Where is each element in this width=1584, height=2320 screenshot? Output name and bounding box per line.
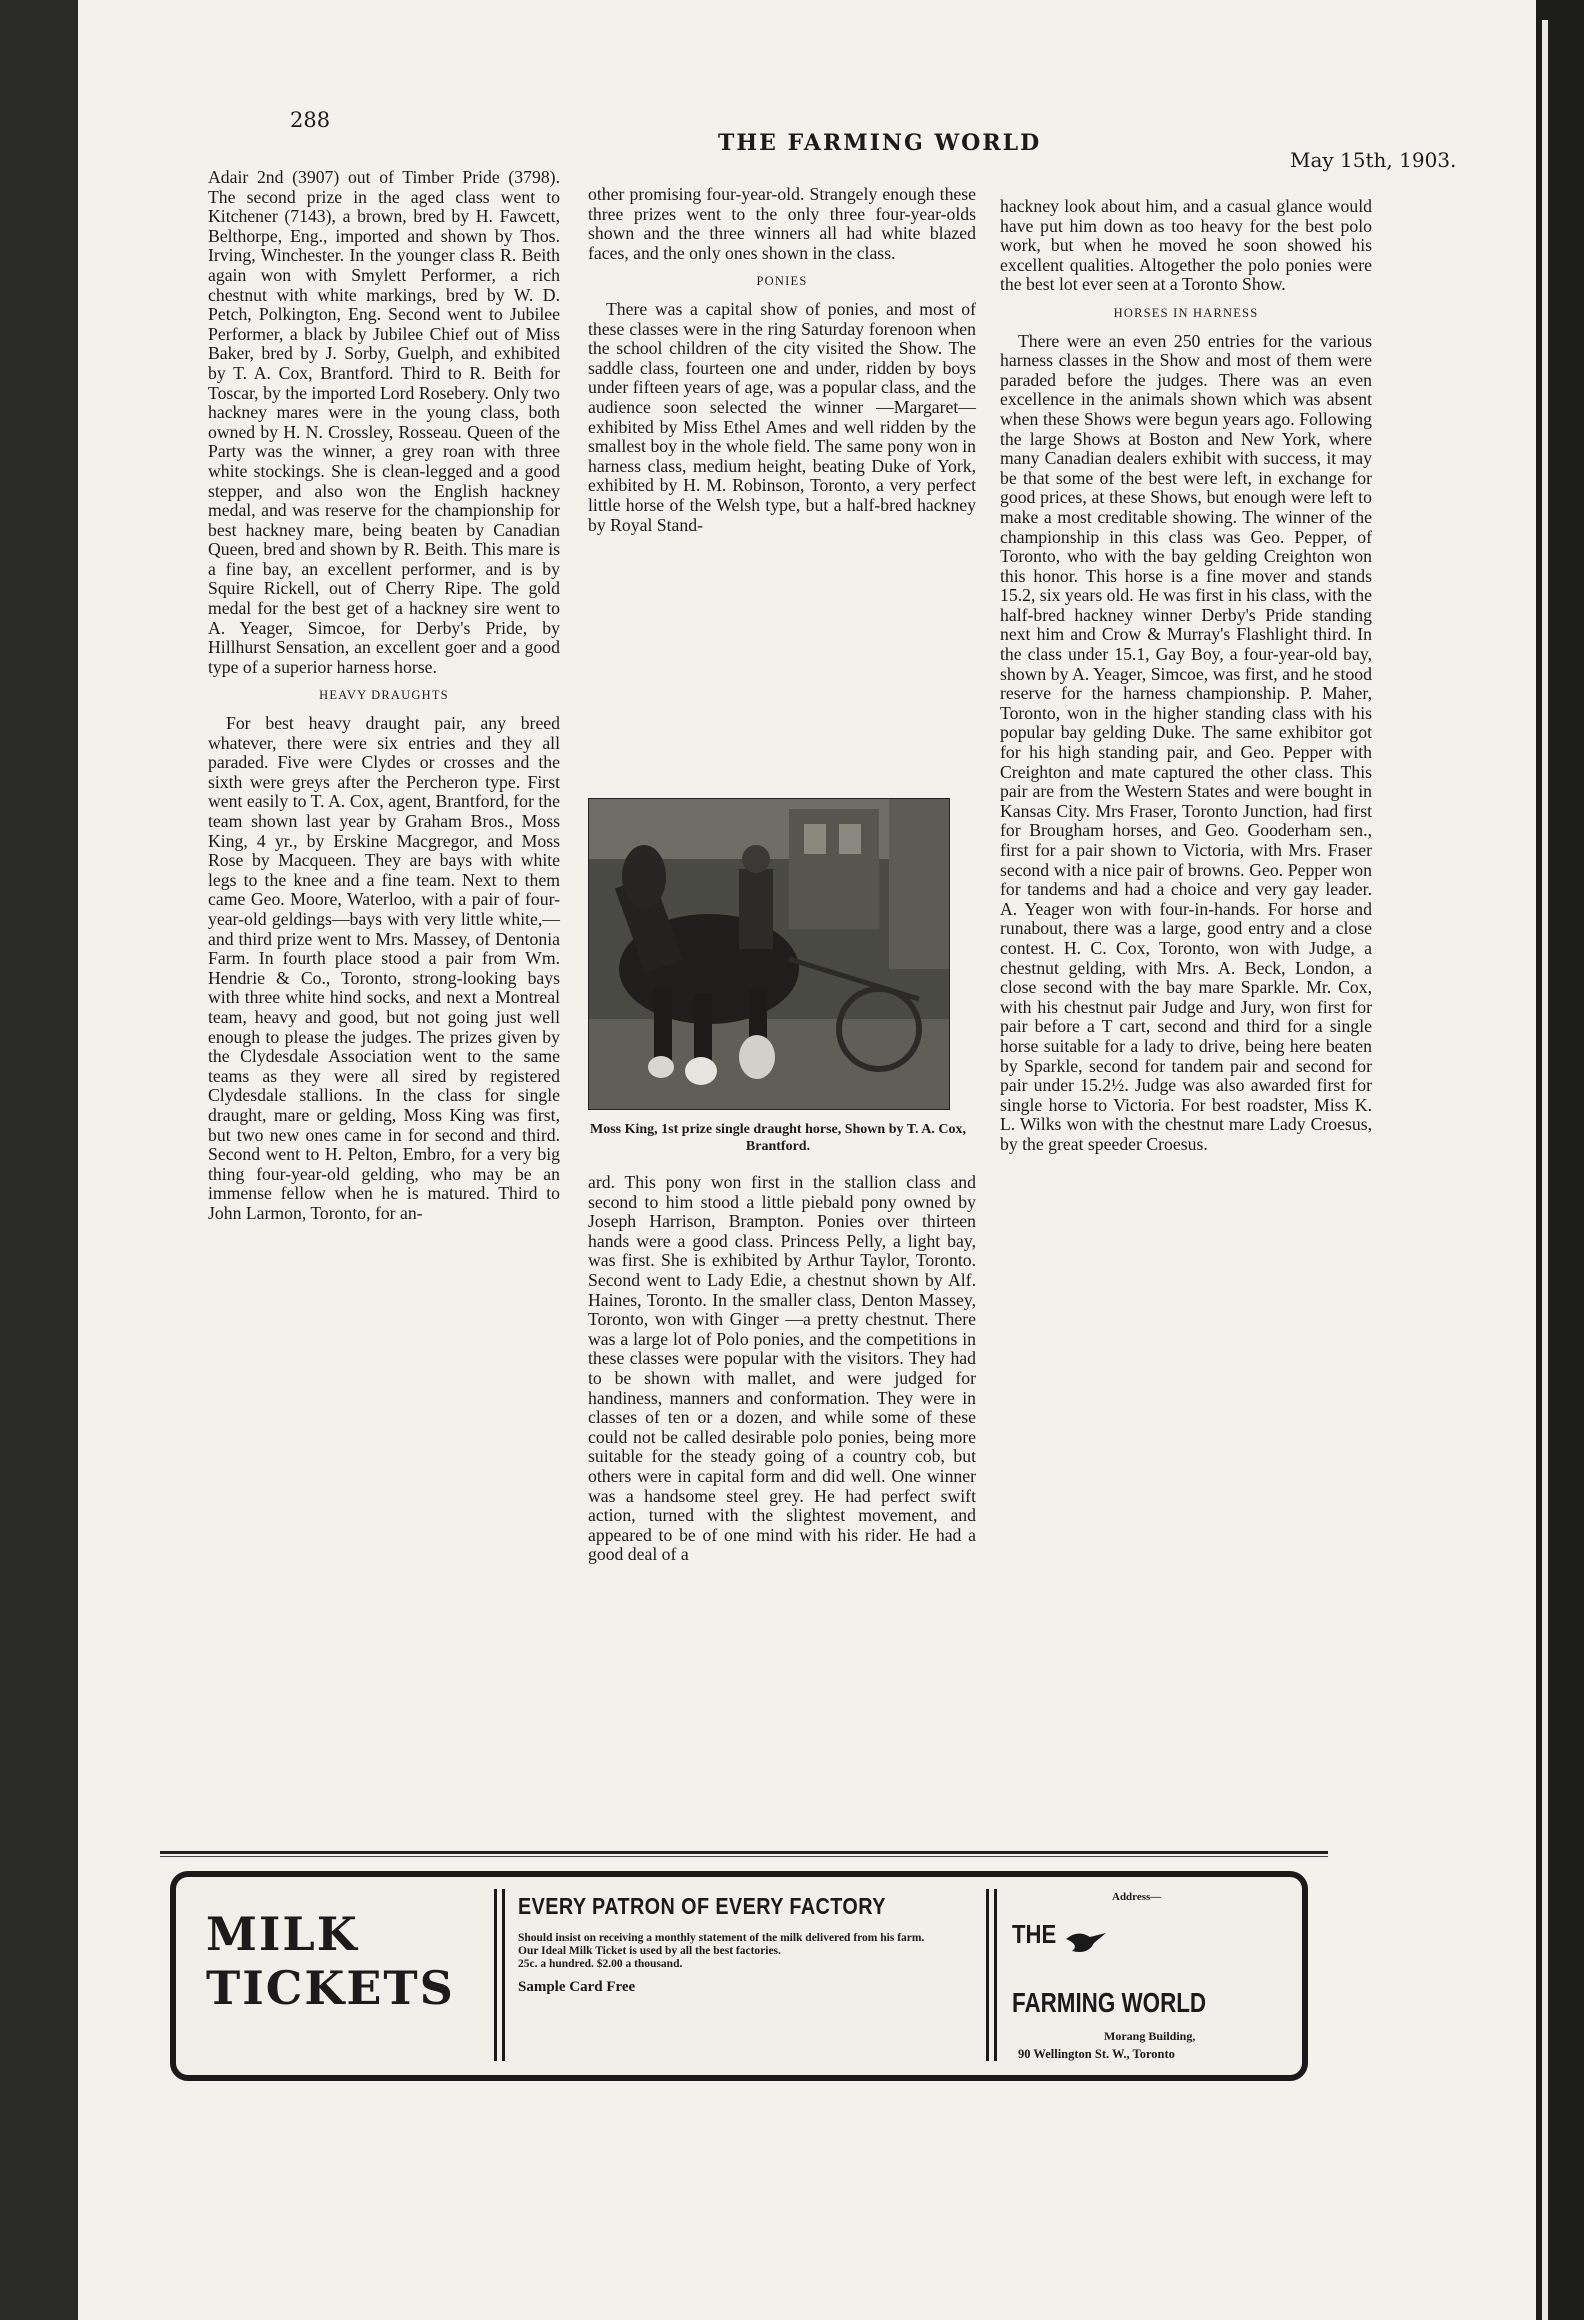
ad-street-address: 90 Wellington St. W., Toronto [1018,2047,1175,2061]
ad-divider [502,1889,505,2061]
ad-farming-world: FARMING WORLD [1012,1987,1207,2018]
col2-paragraph-2: There was a capital show of ponies, and most of these classes were in the ring Saturday forenoon when the school children of the city visited the Show. The saddle class, fourteen one and under, ridden by boys under fifteen years of age, was a popular class, and the audience soon selected the winner —Margaret—exhibited by Miss Ethel Ames and well ridden by the smallest boy in the whole field. The same pony won in harness class, medium height, beating Duke of York, exhibited by H. M. Robinson, Toronto, a very perfect little horse of the Welsh type, but a half-bred hackney by Royal Stand- [588,298,976,535]
ad-sample-card: Sample Card Free [518,1979,636,1995]
column-2 [588,185,976,535]
page-title: THE FARMING WORLD [718,130,1042,156]
col2-paragraph-1: other promising four-year-old. Strangely enough these three prizes went to the only three four-year-olds shown and the three winners all had white blazed faces, and the only ones shown in the class. [588,184,976,263]
page-number: 288 [290,108,331,132]
column-3 [1000,197,1372,1155]
ad-divider [494,1889,497,2061]
ad-divider [994,1889,997,2061]
ad-divider [986,1889,989,2061]
milk-tickets-advertisement [170,1871,1308,2081]
issue-date: May 15th, 1903. [1290,148,1457,172]
section-heading-ponies: PONIES [756,274,808,289]
col1-paragraph-2: For best heavy draught pair, any breed whatever, there were six entries and they all paraded. Five were Clydes or crosses and the sixth were greys after the Percheron type. First went easily to T. A. Cox, agent, Brantford, for the team shown last year by Graham Bros., Moss King, 4 yr., by Erskine Macgregor, and Moss Rose by Macqueen. They are bays with white legs to the knee and a fine team. Next to them came Geo. Moore, Waterloo, with a pair of four-year-old geldings—bays with very little white,—and third prize went to Mrs. Massey, of Dentonia Farm. In fourth place stood a pair from Wm. Hendrie & Co., Toronto, strong-looking bays with three white hind socks, and next a Montreal team, heavy and good, but not going just well enough to please the judges. The prizes given by the Clydesdale Association went to the same teams as they were all sired by registered Clydesdale stallions. In the class for single draught, mare or gelding, Moss King was first, but two new ones came in for second and third. Second went to H. Pelton, Embro, for a very big thing four-year-old gelding, who may be an immense fellow when he is matured. Third to John Larmon, Toronto, for an- [208,713,560,1223]
bird-logo-icon [1064,1927,1108,1957]
col2-paragraph-3: ard. This pony won first in the stallion class and second to him stood a little piebald pony owned by Joseph Harrison, Brampton. Ponies over thirteen hands were a good class. Princess Pelly, a light bay, was first. She is exhibited by Arthur Taylor, Toronto. Second went to Lady Edie, a chestnut shown by Alf. Haines, Toronto. In the smaller class, Denton Massey, Toronto, won with Ginger —a pretty chestnut. There was a large lot of Polo ponies, and the competitions in these classes were popular with the visitors. They had to be shown with mallet, and were judged for handiness, manners and conformation. They were in classes of ten or a dozen, and while some of these could not be called desirable polo ponies, being more suitable for the steady going of a country cob, but others were in capital form and did well. One winner was a handsome steel grey. He had perfect swift action, turned with the slightest movement, and appeared to be of one mind with his rider. He had a good deal of a [588,1172,976,1565]
col3-paragraph-1: hackney look about him, and a casual glance would have put him down as too heavy for the best polo work, but when he moved he soon showed his excellent qualities. Altogether the polo ponies were the best lot ever seen at a Toronto Show. [1000,196,1372,295]
ad-milk-tickets-title [206,1907,456,2015]
ad-middle-panel [518,1893,978,1996]
section-heading-heavy-draughts: HEAVY DRAUGHTS [319,688,449,703]
ad-body-line-1: Should insist on receiving a monthly statement of the milk delivered from his farm. [518,1932,925,1944]
ad-title-line-1: MILK [206,1907,359,1961]
ad-address-label: Address— [1112,1891,1162,1903]
column-bottom-rule [160,1851,1328,1854]
ad-body-line-3: 25c. a hundred. $2.00 a thousand. [518,1958,683,1970]
ad-the: THE [1012,1919,1057,1949]
photo-caption: Moss King, 1st prize single draught horse, Shown by T. A. Cox, Brantford. [590,1122,966,1154]
ad-building: Morang Building, [1104,2029,1196,2043]
column-1 [208,168,560,1223]
section-heading-horses-in-harness: HORSES IN HARNESS [1113,305,1259,320]
ad-body-text [518,1932,978,1971]
horse-photo-image [589,799,949,1109]
col1-paragraph-1: Adair 2nd (3907) out of Timber Pride (3798). The second prize in the aged class went to Kitchener (7143), a brown, bred by H. Fawcett, Belthorpe, Eng., imported and shown by Thos. Irving, Winchester. In the younger class R. Beith again won with Smylett Performer, a rich chestnut with white markings, bred by W. D. Petch, Polkington, Eng. Second went to Jubilee Performer, a black by Jubilee Chief out of Miss Baker, bred by J. Sorby, Guelph, and exhibited by T. A. Cox, Brantford. Third to R. Beith for Toscar, by the imported Lord Rosebery. Only two hackney mares were in the young class, both owned by H. N. Crossley, Rosseau. Queen of the Party was the winner, a grey roan with three white stockings. She is clean-legged and a good stepper, and also won the English hackney medal, and was reserve for the championship for best hackney mare, being beaten by Canadian Queen, bred and shown by R. Beith. This mare is a fine bay, an excellent performer, and is by Squire Rickell, out of Cherry Ripe. The gold medal for the best get of a hackney sire went to A. Yeager, Simcoe, for Derby's Pride, by Hillhurst Sensation, an excellent goer and a good type of a superior harness horse. [208,167,560,677]
ad-body-line-2: Our Ideal Milk Ticket is used by all the best factories. [518,1945,781,1957]
column-bottom-rule-thin [160,1856,1328,1857]
col3-paragraph-2: There were an even 250 entries for the various harness classes in the Show and most of them were paraded before the judges. There was an even excellence in the animals shown which was absent when these Shows were begun years ago. Following the large Shows at Boston and New York, where many Canadian dealers exhibit with success, it may be that some of the best were left, in exchange for good prices, at these Shows, but enough were left to make a most creditable showing. The winner of the championship in this class was Geo. Pepper, of Toronto, who with the bay gelding Creighton won this honor. This horse is a fine mover and stands 15.2, six years old. He was first in his class, with the half-bred hackney winner Derby's Pride standing next him and Crow & Murray's Flashlight third. In the class under 15.1, Gay Boy, a four-year-old bay, shown by A. Yeager, Simcoe, was first, and he stood reserve for the harness championship. P. Maher, Toronto, won in the higher standing class with his popular bay gelding Duke. The same exhibitor got for his high standing pair, and Geo. Pepper with Creighton and mate captured the other class. This pair are from the Western States and were bought in Kansas City. Mrs Fraser, Toronto Junction, had first for Brougham horses, and Geo. Gooderham sen., first for a pair shown to Victoria, with Mrs. Fraser second with a nice pair of browns. Geo. Pepper won for tandems and had a choice and very gay leader. A. Yeager won with four-in-hands. For horse and runabout, there was a large, good entry and a close contest. H. C. Cox, Toronto, won with Judge, a chestnut gelding, with Mrs. A. Beck, London, a close second with the bay mare Sparkle. Mr. Cox, with his chestnut pair Judge and Jury, won first for pair before a T cart, second and third for a single horse suitable for a lady to drive, being here beaten by Sparkle, second for tandem pair and second for pair under 15.2½. Judge was also awarded first for single horse to Victoria. For best roadster, Miss K. L. Wilks won with the chestnut mare Lady Croesus, by the great speeder Croesus. [1000,330,1372,1154]
scan-edge [1536,0,1584,2320]
horse-photograph [588,798,950,1110]
ad-title-line-2: TICKETS [206,1961,455,2015]
ad-headline: EVERY PATRON OF EVERY FACTORY [518,1893,886,1919]
column-2-continued [588,1173,976,1565]
